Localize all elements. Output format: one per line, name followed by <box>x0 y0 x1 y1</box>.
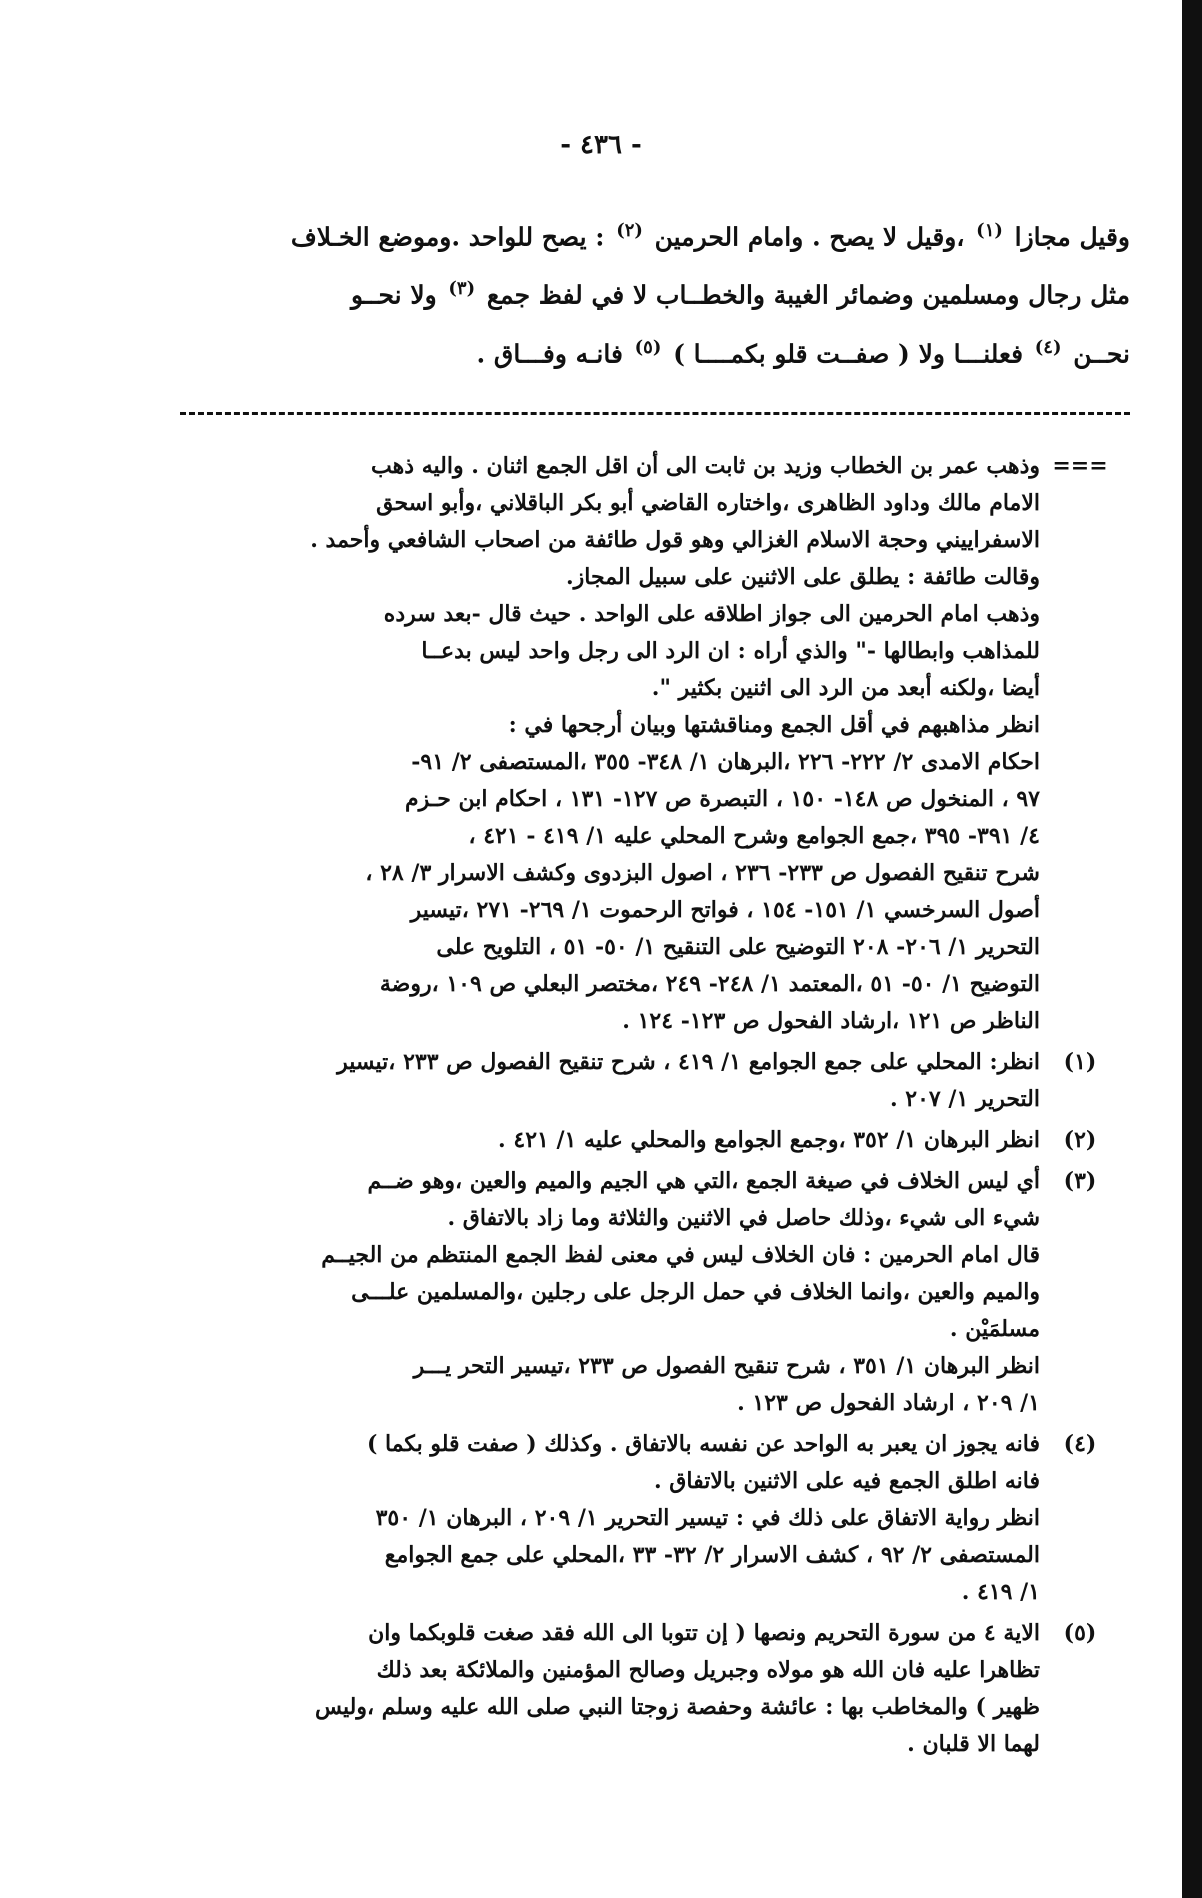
text-fragment: فانـه وفـــاق . <box>476 338 623 368</box>
footnote-line: وقالت طائفة : يطلق على الاثنين على سبيل المجاز. <box>566 564 1040 590</box>
footnote-marker: (٣) <box>1063 1168 1097 1194</box>
footnote <box>110 1426 1120 1611</box>
footnote-line: ٩٧ ، المنخول ص ١٤٨- ١٥٠ ، التبصرة ص ١٢٧- ١٣١ ، احكام ابن حـزم <box>405 786 1040 812</box>
footnote-line: ١/ ٢٠٩ ، ارشاد الفحول ص ١٢٣ . <box>737 1390 1040 1416</box>
footnote-line: أيضا ،ولكنه أبعد من الرد الى اثنين بكثير ". <box>651 675 1040 701</box>
footnote-marker: (٤) <box>1063 1431 1097 1457</box>
footnote-line: انظر البرهان ١/ ٣٥١ ، شرح تنقيح الفصول ص ٢٣٣ ،تيسير التحر يـــر <box>413 1353 1040 1379</box>
footnote-line: شرح تنقيح الفصول ص ٢٣٣- ٢٣٦ ، اصول البزدوى وكشف الاسرار ٣/ ٢٨ ، <box>365 860 1040 886</box>
footnote-line: مسلمَيْن . <box>949 1316 1040 1342</box>
footnote-ref: (١) <box>976 220 1003 241</box>
footnote-line: انظر مذاهبهم في أقل الجمع ومناقشتها وبيان أرجحها في : <box>508 712 1040 738</box>
footnote-line: ٤/ ٣٩١- ٣٩٥ ،جمع الجوامع وشرح المحلي عليه ١/ ٤١٩ - ٤٢١ ، <box>468 823 1040 849</box>
footnote <box>110 1122 1120 1159</box>
footnote-ref: (٤) <box>1034 336 1062 358</box>
page-number: - ٤٣٦ - <box>560 130 642 160</box>
footnote-line: احكام الامدى ٢/ ٢٢٢- ٢٢٦ ،البرهان ١/ ٣٤٨- ٣٥٥ ،المستصفى ٢/ ٩١- <box>411 749 1040 775</box>
footnote-line: التحرير ١/ ٢٠٧ . <box>889 1086 1040 1112</box>
footnote-line: ظهير ) والمخاطب بها : عائشة وحفصة زوجتا النبي صلى الله عليه وسلم ،وليس <box>314 1694 1040 1720</box>
footnote-line: المستصفى ٢/ ٩٢ ، كشف الاسرار ٢/ ٣٢- ٣٣ ،المحلي على جمع الجوامع <box>384 1542 1040 1568</box>
text-fragment: ،وقيل لا يصح . وامام الحرمين <box>654 222 965 252</box>
text-fragment: ولا نحــو <box>350 280 437 310</box>
footnote-line: التحرير ١/ ٢٠٦- ٢٠٨ التوضيح على التنقيح ١/ ٥٠- ٥١ ، التلويح على <box>436 934 1040 960</box>
text-fragment: نحــن <box>1073 338 1130 368</box>
footnote-body <box>110 448 1040 1040</box>
footnote-line: للمذاهب وابطالها -" والذي أراه : ان الرد الى رجل واحد ليس بدعــا <box>421 638 1040 664</box>
footnote-marker: (٢) <box>1063 1127 1097 1153</box>
footnote <box>110 448 1120 1040</box>
footnote-body <box>110 1044 1040 1118</box>
footnote-line: وذهب عمر بن الخطاب وزيد بن ثابت الى أن اقل الجمع اثنان . واليه ذهب <box>371 453 1040 479</box>
footnote-line: ١/ ٤١٩ . <box>961 1579 1040 1605</box>
footnote-body <box>110 1163 1040 1422</box>
footnote-line: الاية ٤ من سورة التحريم ونصها ( إن تتوبا الى الله فقد صغت قلوبكما وان <box>368 1620 1040 1646</box>
footnote <box>110 1044 1120 1118</box>
footnote-line: أي ليس الخلاف في صيغة الجمع ،التي هي الجيم والميم والعين ،وهو ضــم <box>367 1168 1040 1194</box>
text-fragment: : يصح للواحد .وموضع الخـلاف <box>290 222 605 252</box>
footnotes <box>110 448 1120 1767</box>
footnote-line: شيء الى شيء ،وذلك حاصل في الاثنين والثلاثة وما زاد بالاتفاق . <box>447 1205 1040 1231</box>
text-fragment: فعلنـــا ولا ( صفــت قلو بكمــــا ) <box>673 338 1024 368</box>
main-text-line <box>140 263 1130 321</box>
footnote-line: الاسفراييني وحجة الاسلام الغزالي وهو قول طائفة من اصحاب الشافعي وأحمد . <box>310 527 1040 553</box>
footnote <box>110 1615 1120 1763</box>
footnote-ref: (٥) <box>634 336 662 358</box>
text-fragment: وقيل مجازا <box>1014 222 1130 252</box>
footnote-marker: (١) <box>1063 1049 1097 1075</box>
footnote-line: فانه يجوز ان يعبر به الواحد عن نفسه بالاتفاق . وكذلك ( صفت قلو بكما ) <box>366 1431 1040 1457</box>
footnote-line: التوضيح ١/ ٥٠- ٥١ ،المعتمد ١/ ٢٤٨- ٢٤٩ ،مختصر البعلي ص ١٠٩ ،روضة <box>379 971 1040 997</box>
main-text-line <box>140 205 1130 263</box>
main-text <box>140 205 1130 380</box>
footnote-line: قال امام الحرمين : فان الخلاف ليس في معنى لفظ الجمع المنتظم من الجيــم <box>321 1242 1040 1268</box>
footnote-line: الامام مالك وداود الظاهرى ،واختاره القاضي أبو بكر الباقلاني ،وأبو اسحق <box>376 490 1040 516</box>
footnote-line: فانه اطلق الجمع فيه على الاثنين بالاتفاق . <box>653 1468 1040 1494</box>
footnote-ref: (٣) <box>448 278 476 300</box>
footnote-ref: (٢) <box>616 220 643 241</box>
scan-border <box>1182 0 1202 1898</box>
footnote-line: والميم والعين ،وانما الخلاف في حمل الرجل على رجلين ،والمسلمين علـــى <box>351 1279 1040 1305</box>
footnote-line: انظر رواية الاتفاق على ذلك في : تيسير التحرير ١/ ٢٠٩ ، البرهان ١/ ٣٥٠ <box>375 1505 1040 1531</box>
footnote-body <box>110 1615 1040 1763</box>
footnote-line: انظر البرهان ١/ ٣٥٢ ،وجمع الجوامع والمحلي عليه ١/ ٤٢١ . <box>498 1127 1040 1153</box>
main-text-line <box>140 322 1130 380</box>
footnote-line: الناظر ص ١٢١ ،ارشاد الفحول ص ١٢٣- ١٢٤ . <box>622 1008 1040 1034</box>
text-fragment: مثل رجال ومسلمين وضمائر الغيبة والخطــاب لا في لفظ جمع <box>486 280 1130 310</box>
footnote-line: انظر: المحلي على جمع الجوامع ١/ ٤١٩ ، شرح تنقيح الفصول ص ٢٣٣ ،تيسير <box>337 1049 1040 1075</box>
footnote <box>110 1163 1120 1422</box>
footnote-separator <box>180 412 1130 415</box>
footnote-body <box>110 1122 1040 1159</box>
footnote-line: وذهب امام الحرمين الى جواز اطلاقه على الواحد . حيث قال -بعد سرده <box>383 601 1040 627</box>
footnote-marker: === <box>1052 453 1108 479</box>
footnote-line: تظاهرا عليه فان الله هو مولاه وجبريل وصالح المؤمنين والملائكة بعد ذلك <box>376 1657 1040 1683</box>
footnote-body <box>110 1426 1040 1611</box>
footnote-line: لهما الا قلبان . <box>907 1731 1040 1757</box>
footnote-line: أصول السرخسي ١/ ١٥١- ١٥٤ ، فواتح الرحموت ١/ ٢٦٩- ٢٧١ ،تيسير <box>410 897 1040 923</box>
footnote-marker: (٥) <box>1063 1620 1097 1646</box>
